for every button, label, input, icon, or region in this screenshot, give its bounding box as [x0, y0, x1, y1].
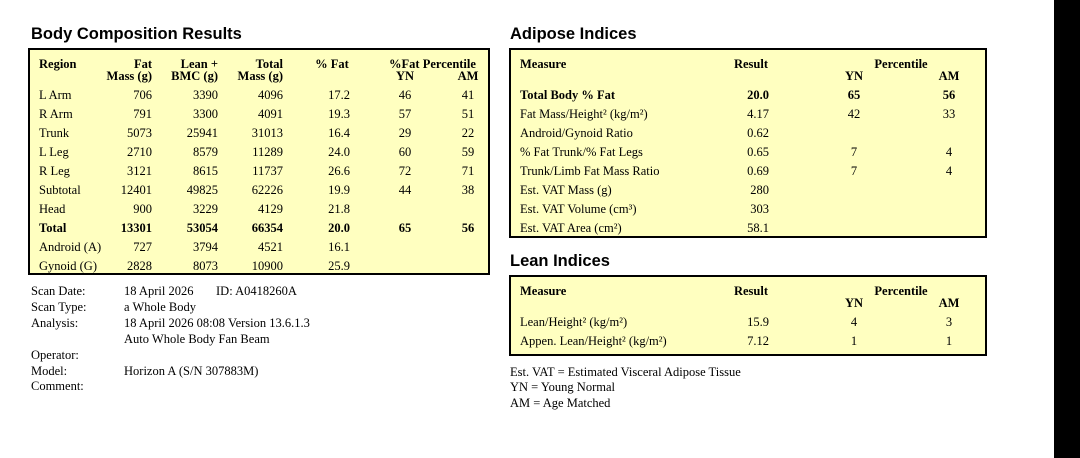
col-header-lean-2: BMC (g)	[171, 69, 218, 83]
lean-header-percentile: Percentile	[874, 284, 928, 298]
col-header-pct-fat: % Fat	[315, 57, 349, 71]
row-total-mass: 66354	[251, 221, 283, 235]
adipose-header-result: Result	[733, 57, 769, 71]
row-region: Gynoid (G)	[39, 259, 97, 273]
adipose-header-yn: YN	[844, 69, 864, 83]
footnote-yn: YN = Young Normal	[510, 380, 615, 394]
row-lean-bmc: 8073	[193, 259, 218, 273]
row-am: 59	[461, 145, 475, 159]
adipose-am: 4	[945, 164, 953, 178]
adipose-measure: Est. VAT Area (cm²)	[520, 221, 622, 235]
scan-type-value: a Whole Body	[124, 300, 196, 314]
row-pct-fat: 16.1	[328, 240, 350, 254]
adipose-measure: % Fat Trunk/% Fat Legs	[520, 145, 643, 159]
row-am: 22	[461, 126, 475, 140]
row-region: Total	[39, 221, 67, 235]
row-yn: 65	[398, 221, 412, 235]
adipose-result: 303	[750, 202, 769, 216]
row-yn: 72	[398, 164, 412, 178]
adipose-result: 280	[750, 183, 769, 197]
lean-header-measure: Measure	[520, 284, 567, 298]
col-header-yn: YN	[395, 69, 415, 83]
row-region: R Arm	[39, 107, 73, 121]
adipose-yn: 65	[847, 88, 861, 102]
row-total-mass: 62226	[251, 183, 283, 197]
scan-id: ID: A0418260A	[216, 284, 297, 298]
adipose-am: 56	[942, 88, 956, 102]
adipose-header-measure: Measure	[520, 57, 567, 71]
row-am: 56	[461, 221, 475, 235]
comment-label: Comment:	[31, 379, 84, 393]
lean-am: 3	[945, 315, 953, 329]
row-lean-bmc: 3229	[193, 202, 218, 216]
adipose-result: 0.65	[747, 145, 769, 159]
row-total-mass: 11737	[252, 164, 283, 178]
row-pct-fat: 16.4	[328, 126, 350, 140]
footnote-vat: Est. VAT = Estimated Visceral Adipose Tissue	[510, 365, 741, 379]
row-am: 51	[461, 107, 475, 121]
row-region: L Leg	[39, 145, 69, 159]
row-fat-mass: 2828	[127, 259, 152, 273]
row-am: 41	[461, 88, 475, 102]
row-lean-bmc: 53054	[186, 221, 218, 235]
lean-indices-table	[509, 275, 987, 356]
row-fat-mass: 900	[133, 202, 152, 216]
analysis-value-2: Auto Whole Body Fan Beam	[124, 332, 270, 346]
row-lean-bmc: 3794	[193, 240, 218, 254]
adipose-indices-title: Adipose Indices	[510, 25, 637, 43]
lean-measure: Appen. Lean/Height² (kg/m²)	[520, 334, 667, 348]
row-pct-fat: 19.9	[328, 183, 350, 197]
adipose-measure: Trunk/Limb Fat Mass Ratio	[520, 164, 660, 178]
row-lean-bmc: 49825	[186, 183, 218, 197]
adipose-measure: Est. VAT Volume (cm³)	[520, 202, 637, 216]
row-yn: 29	[398, 126, 412, 140]
footnote-am: AM = Age Matched	[510, 396, 611, 410]
lean-yn: 1	[850, 334, 858, 348]
row-region: Subtotal	[39, 183, 81, 197]
model-label: Model:	[31, 364, 68, 378]
row-total-mass: 10900	[251, 259, 283, 273]
row-region: Android (A)	[39, 240, 102, 254]
row-fat-mass: 3121	[127, 164, 152, 178]
row-lean-bmc: 25941	[186, 126, 218, 140]
col-header-am: AM	[457, 69, 479, 83]
row-pct-fat: 19.3	[328, 107, 350, 121]
col-header-lean-1: Lean +	[180, 57, 218, 71]
adipose-yn: 7	[850, 164, 858, 178]
adipose-measure: Est. VAT Mass (g)	[520, 183, 612, 197]
scan-date-label: Scan Date:	[31, 284, 86, 298]
row-total-mass: 11289	[252, 145, 283, 159]
row-fat-mass: 5073	[127, 126, 152, 140]
adipose-result: 58.1	[747, 221, 769, 235]
row-total-mass: 4129	[258, 202, 283, 216]
scan-date-value: 18 April 2026	[124, 284, 194, 298]
adipose-measure: Total Body % Fat	[520, 88, 616, 102]
row-yn: 44	[398, 183, 412, 197]
row-fat-mass: 791	[133, 107, 152, 121]
lean-header-am: AM	[938, 296, 960, 310]
model-value: Horizon A (S/N 307883M)	[124, 364, 259, 378]
row-total-mass: 4091	[258, 107, 283, 121]
row-total-mass: 31013	[251, 126, 283, 140]
adipose-measure: Android/Gynoid Ratio	[520, 126, 633, 140]
adipose-result: 20.0	[747, 88, 769, 102]
row-yn: 46	[398, 88, 412, 102]
scan-type-label: Scan Type:	[31, 300, 87, 314]
row-pct-fat: 21.8	[328, 202, 350, 216]
row-am: 38	[461, 183, 475, 197]
body-composition-title: Body Composition Results	[31, 25, 242, 43]
row-fat-mass: 12401	[120, 183, 152, 197]
row-fat-mass: 2710	[127, 145, 152, 159]
row-pct-fat: 17.2	[328, 88, 350, 102]
row-fat-mass: 706	[133, 88, 152, 102]
adipose-header-percentile: Percentile	[874, 57, 928, 71]
col-header-region: Region	[39, 57, 77, 71]
row-region: Head	[39, 202, 66, 216]
row-pct-fat: 24.0	[328, 145, 350, 159]
adipose-header-am: AM	[938, 69, 960, 83]
row-total-mass: 4521	[258, 240, 283, 254]
lean-measure: Lean/Height² (kg/m²)	[520, 315, 628, 329]
row-lean-bmc: 3390	[193, 88, 218, 102]
row-fat-mass: 727	[133, 240, 152, 254]
adipose-indices-table	[509, 48, 987, 238]
row-pct-fat: 25.9	[328, 259, 350, 273]
adipose-result: 0.62	[747, 126, 769, 140]
row-region: Trunk	[39, 126, 70, 140]
row-lean-bmc: 8579	[193, 145, 218, 159]
adipose-am: 33	[942, 107, 956, 121]
adipose-am: 4	[945, 145, 953, 159]
lean-result: 15.9	[747, 315, 769, 329]
col-header-total-1: Total	[255, 57, 283, 71]
lean-yn: 4	[850, 315, 858, 329]
adipose-yn: 7	[850, 145, 858, 159]
row-yn: 60	[398, 145, 412, 159]
row-total-mass: 4096	[258, 88, 283, 102]
analysis-label: Analysis:	[31, 316, 79, 330]
lean-header-yn: YN	[844, 296, 864, 310]
row-lean-bmc: 3300	[193, 107, 218, 121]
col-header-fat-2: Mass (g)	[106, 69, 152, 83]
adipose-result: 0.69	[747, 164, 769, 178]
body-composition-table	[28, 48, 490, 275]
operator-label: Operator:	[31, 348, 79, 362]
adipose-result: 4.17	[747, 107, 769, 121]
col-header-pctile: %Fat Percentile	[389, 57, 476, 71]
adipose-yn: 42	[847, 107, 861, 121]
row-yn: 57	[398, 107, 412, 121]
lean-header-result: Result	[733, 284, 769, 298]
adipose-measure: Fat Mass/Height² (kg/m²)	[520, 107, 648, 121]
lean-indices-title: Lean Indices	[510, 252, 610, 270]
lean-result: 7.12	[747, 334, 769, 348]
row-pct-fat: 20.0	[328, 221, 350, 235]
row-lean-bmc: 8615	[193, 164, 218, 178]
analysis-value-1: 18 April 2026 08:08 Version 13.6.1.3	[124, 316, 310, 330]
lean-am: 1	[945, 334, 953, 348]
row-am: 71	[461, 164, 475, 178]
row-pct-fat: 26.6	[328, 164, 350, 178]
row-region: L Arm	[39, 88, 72, 102]
row-fat-mass: 13301	[120, 221, 152, 235]
col-header-fat-1: Fat	[133, 57, 152, 71]
row-region: R Leg	[39, 164, 70, 178]
col-header-total-2: Mass (g)	[237, 69, 283, 83]
